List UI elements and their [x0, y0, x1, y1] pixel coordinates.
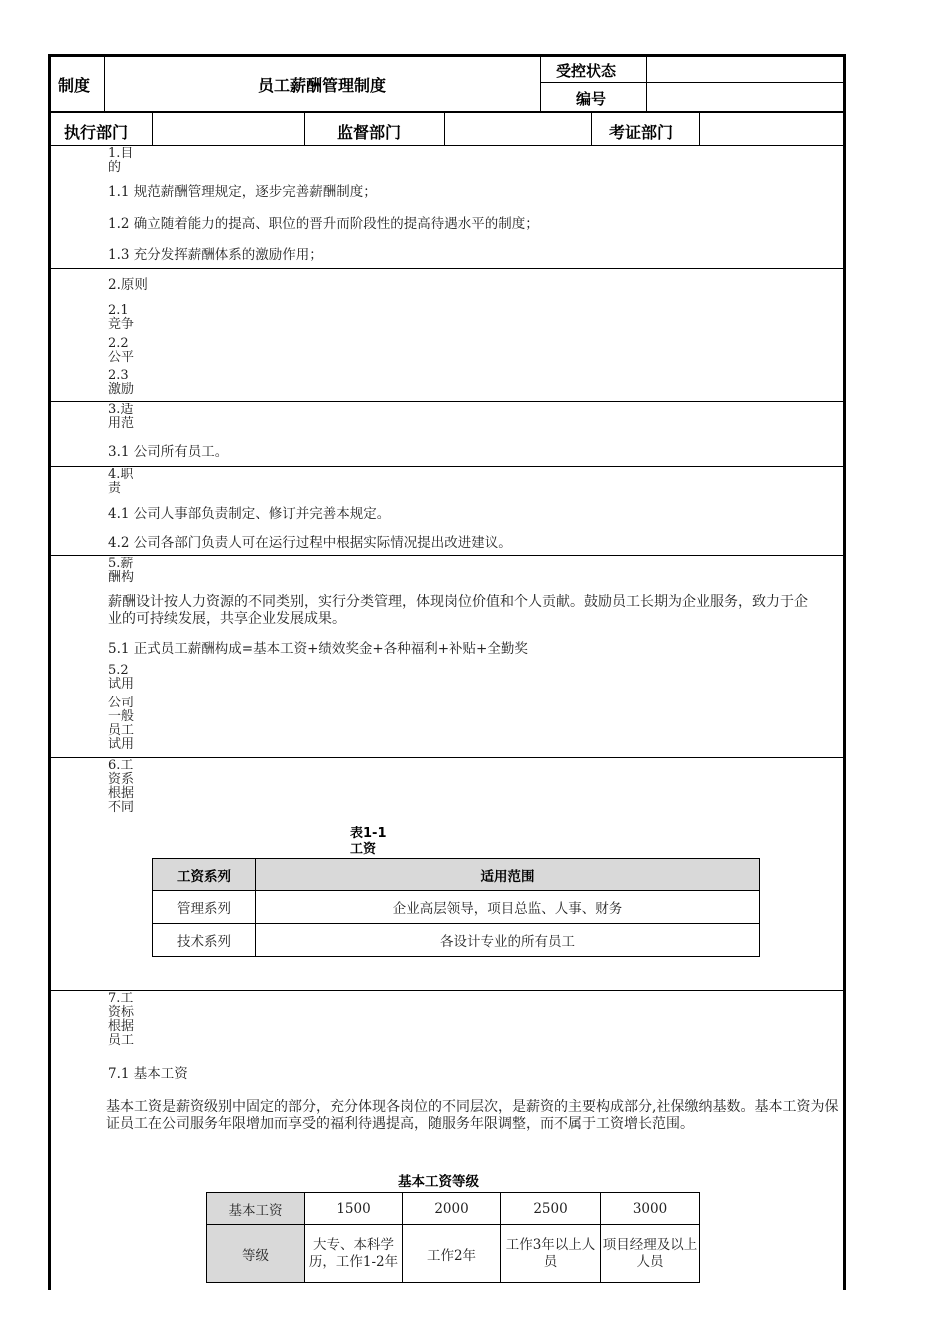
section1-item3: 1.3 充分发挥薪酬体系的激励作用； — [108, 247, 323, 263]
base-salary-table-caption: 基本工资等级 — [398, 1174, 479, 1190]
label-control-status: 受控状态 — [556, 62, 617, 80]
label-exec-dept: 执行部门 — [64, 123, 129, 142]
section6-heading: 6.工资系根据不同 — [108, 759, 135, 815]
label-system: 制度 — [58, 76, 91, 95]
frame-left — [48, 54, 51, 1290]
section2-item1: 2.1 竞争 — [108, 304, 135, 332]
section3-item1: 3.1 公司所有员工。 — [108, 444, 229, 460]
base-table-row1-col4: 3000 — [601, 1193, 700, 1225]
section7-item1: 7.1 基本工资 — [108, 1066, 188, 1082]
section5-item1: 5.1 正式员工薪酬构成=基本工资+绩效奖金+各种福利+补贴+全勤奖 — [108, 641, 528, 657]
table1-header-series: 工资系列 — [153, 859, 256, 891]
table1-row2-series: 技术系列 — [153, 924, 256, 957]
table1-row2-scope: 各设计专业的所有员工 — [256, 924, 760, 957]
base-table-row2-col4: 项目经理及以上人员 — [601, 1225, 700, 1283]
frame-right — [843, 54, 846, 1290]
section4-item2: 4.2 公司各部门负责人可在运行过程中根据实际情况提出改进建议。 — [108, 535, 512, 551]
section2-heading: 2.原则 — [108, 277, 148, 293]
section5-heading: 5.薪酬构 — [108, 557, 135, 585]
section4-heading: 4.职责 — [108, 468, 134, 496]
table1-row1-scope: 企业高层领导，项目总监、人事、财务 — [256, 891, 760, 924]
base-table-row1-label: 基本工资 — [207, 1193, 305, 1225]
section1-item1: 1.1 规范薪酬管理规定，逐步完善薪酬制度； — [108, 184, 377, 200]
section7-paragraph: 基本工资是薪资级别中固定的部分，充分体现各岗位的不同层次，是薪资的主要构成部分,社保缴纳基数。基本工资为保证员工在公司服务年限增加而享受的福利待遇提高，随服务年限调整，而不属于工资增长范围。 — [106, 1099, 839, 1132]
section1-item2: 1.2 确立随着能力的提高、职位的晋升而阶段性的提高待遇水平的制度； — [108, 216, 539, 232]
base-table-row2-col1: 大专、本科学历，工作1-2年 — [305, 1225, 403, 1283]
table1-header-scope: 适用范围 — [256, 859, 760, 891]
section7-heading: 7.工资标根据员工 — [108, 992, 135, 1048]
base-salary-table — [206, 1192, 700, 1283]
table1-caption-text: 表1-1 工资 — [350, 826, 387, 856]
section1-heading: 1.目的 — [108, 147, 134, 175]
section3-heading: 3.适用范 — [108, 403, 135, 431]
base-table-row2-col3: 工作3年以上人员 — [501, 1225, 601, 1283]
label-supervise-dept: 监督部门 — [337, 123, 402, 142]
base-table-row1-col1: 1500 — [305, 1193, 403, 1225]
document-title: 员工薪酬管理制度 — [257, 76, 386, 95]
label-number: 编号 — [576, 90, 607, 108]
frame-top — [48, 54, 846, 57]
section5-item2: 5.2 试用 — [108, 664, 135, 692]
table1-row1-series: 管理系列 — [153, 891, 256, 924]
salary-series-table — [152, 858, 760, 957]
section2-item3: 2.3 激励 — [108, 369, 135, 397]
section4-item1: 4.1 公司人事部负责制定、修订并完善本规定。 — [108, 506, 391, 522]
section2-item2: 2.2 公平 — [108, 337, 135, 365]
base-table-row1-col3: 2500 — [501, 1193, 601, 1225]
table1-caption — [350, 826, 390, 856]
base-table-row2-col2: 工作2年 — [403, 1225, 501, 1283]
label-verify-dept: 考证部门 — [609, 123, 674, 142]
base-table-row2-label: 等级 — [207, 1225, 305, 1283]
section5-item2-detail: 公司一般员工试用 — [108, 696, 135, 752]
base-table-row1-col2: 2000 — [403, 1193, 501, 1225]
section5-paragraph: 薪酬设计按人力资源的不同类别，实行分类管理，体现岗位价值和个人贡献。鼓励员工长期为企业服务，致力于企业的可持续发展，共享企业发展成果。 — [108, 594, 808, 627]
